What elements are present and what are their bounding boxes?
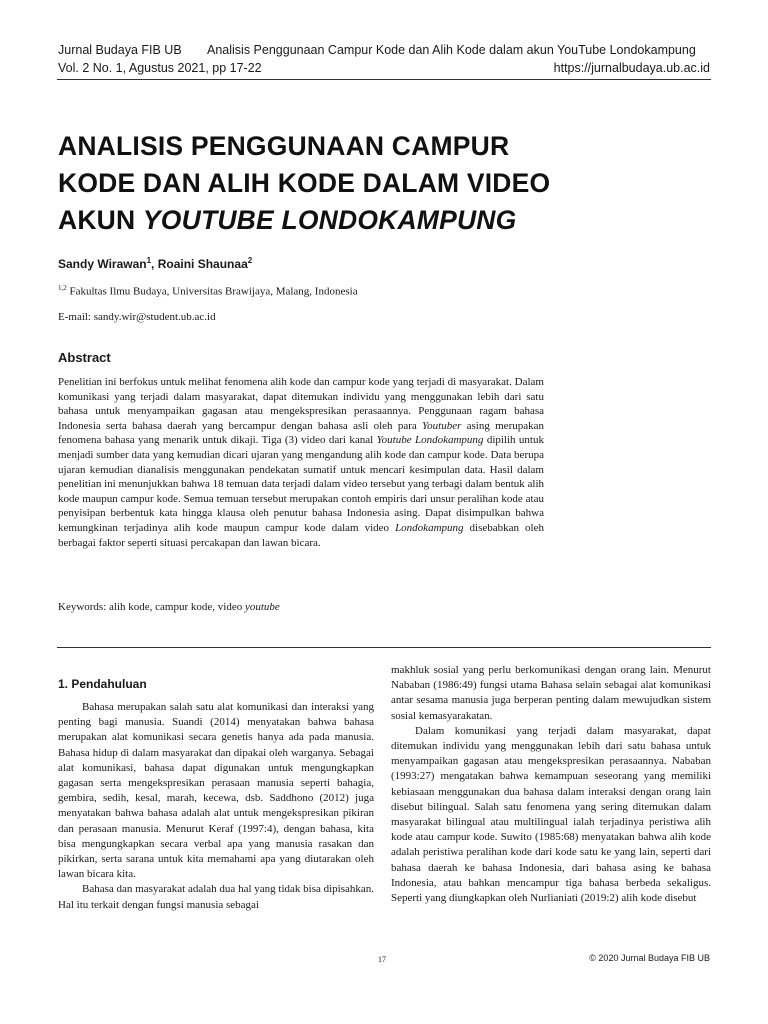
title-line-1: ANALISIS PENGGUNAAN CAMPUR: [58, 131, 510, 161]
abstract-divider: [57, 647, 711, 648]
left-column: [58, 700, 374, 913]
header-divider: [57, 79, 711, 80]
author-sep: ,: [151, 257, 158, 271]
keywords-label: Keywords: alih kode, campur kode, video: [58, 601, 245, 613]
left-paragraph-1: Bahasa merupakan salah satu alat komunikasi dan interaksi yang penting bagi manusia. Suandi (2014) menyatakan bahwa bahasa merupakan alat komunikasi secara genetis hanya ada pada manusia. Bahasa hidup di dalam masyarakat dan dipakai oleh warganya. Sebagai alat komunikasi, bahasa dapat digunakan untuk mengungkapkan gagasan serta mengekspresikan perasaan manusia seperti bahagia, gembira, sedih, kesal, marah, kecewa, dsb. Saddhono (2012) juga menyatakan bahwa bahasa adalah alat untuk mengekspresikan pikiran dan perasaan manusia. Menurut Keraf (1997:4), dengan bahasa, kita bisa mengungkapkan secara verbal apa yang manusia rasakan dan pikirkan, serta sarana untuk kita memahami apa yang diutarakan oleh lawan bicara kita.: [58, 701, 374, 881]
affiliation: [58, 284, 358, 298]
affiliation-sup: 1,2: [58, 284, 67, 292]
author-list: [58, 256, 252, 271]
abstract-text: [58, 375, 544, 550]
author-2-sup: 2: [247, 256, 253, 265]
title-line-3-italic: YOUTUBE LONDOKAMPUNG: [142, 205, 517, 235]
page-number: 17: [378, 955, 386, 964]
left-paragraph-2: Bahasa dan masyarakat adalah dua hal yang tidak bisa dipisahkan. Hal itu terkait dengan fungsi manusia sebagai: [58, 883, 375, 911]
paper-title: [58, 128, 678, 239]
right-column: [391, 663, 711, 906]
section-heading: 1. Pendahuluan: [58, 677, 147, 691]
abstract-heading: Abstract: [58, 350, 111, 365]
keywords-italic: youtube: [244, 601, 280, 613]
volume-info: Vol. 2 No. 1, Agustus 2021, pp 17-22: [58, 61, 262, 75]
author-1-sup: 1: [146, 256, 152, 265]
running-title: Analisis Penggunaan Campur Kode dan Alih Kode dalam akun YouTube Londokampung: [207, 43, 696, 57]
abstract-part-2: asing merupakan fenomena bahasa yang menarik untuk dikaji. Tiga (3) video dari kanal: [58, 419, 544, 447]
right-paragraph-1: makhluk sosial yang perlu berkomunikasi dengan orang lain. Menurut Nababan (1986:49) fungsi utama Bahasa selain sebagai alat komunikasi antar sesama manusia juga berperan penting dalam mewujudkan sistem sosial kemasyarakatan.: [391, 664, 711, 722]
title-line-3: [58, 202, 678, 239]
author-1: Sandy Wirawan: [58, 257, 147, 271]
abstract-italic-2: Youtube Londokampung: [376, 434, 484, 447]
abstract-part-3: dipilih untuk menjadi sumber data yang kemudian dicari ujaran yang mengandung alih kode dan campur kode. Data berupa ujaran kemudian dianalisis menggunakan pendekatan sumatif untuk mencari kesimpulan data. Hasil dalam penelitian ini menunjukkan bahwa 18 temuan data terjadi dalam video tersebut yang terbagi dalam bentuk alih kode maupun campur kode. Semua temuan tersebut merupakan contoh empiris dari unsur peralihan kode atau penyisipan berbentuk kata hingga klausa oleh penutur bahasa Indonesia asing. Dapat disimpulkan bahwa kemungkinan terjadinya alih kode maupun campur kode dalam video: [58, 434, 544, 534]
title-line-3-plain: AKUN: [58, 205, 143, 235]
abstract-italic-1: Youtuber: [422, 419, 462, 432]
right-paragraph-2: Dalam komunikasi yang terjadi dalam masyarakat, dapat ditemukan individu yang menggunakan lebih dari satu bahasa untuk menyampaikan gagasan atau mengekspresikan perasaannya. Nababan (1993:27) mengatakan bahwa kemampuan seseorang yang memiliki kebiasaan menggunakan dua bahasa dalam interaksi dengan orang lain disebut bilingual. Salah satu fenomena yang sering ditemukan dalam masyarakat bilingual atau multilingual ialah terjadinya peristiwa alih kode atau campur kode. Suwito (1985:68) menyatakan bahwa alih kode adalah peristiwa peralihan kode dari kode satu ke yang lain, seperti dari bahasa daerah ke bahasa Indonesia, dari bahasa asing ke bahasa Indonesia, atau bahkan mencampur tiga bahasa berbeda sekaligus. Seperti yang diungkapkan oleh Nurlianiati (2019:2) alih kode disebut: [391, 724, 711, 905]
abstract-part-4: disebabkan oleh berbagai faktor seperti situasi percakapan dan lawan bicara.: [58, 521, 544, 549]
journal-url[interactable]: https://jurnalbudaya.ub.ac.id: [553, 61, 710, 75]
affiliation-text: Fakultas Ilmu Budaya, Universitas Brawijaya, Malang, Indonesia: [66, 285, 358, 298]
keywords: [58, 601, 280, 613]
copyright: © 2020 Jurnal Budaya FIB UB: [589, 953, 710, 963]
author-email[interactable]: E-mail: sandy.wir@student.ub.ac.id: [58, 311, 216, 323]
abstract-part-1: Penelitian ini berfokus untuk melihat fenomena alih kode dan campur kode yang terjadi di masyarakat. Dalam komunikasi yang terjadi dalam masyarakat, dapat ditemukan individu yang menggunakan lebih dari satu bahasa untuk menyampaikan gagasan atau mengekspresikan perasaannya. Penggunaan ragam bahasa Indonesia serta bahasa daerah yang bercampur dengan bahasa asli oleh para: [58, 376, 544, 432]
abstract-italic-3: Londokampung: [395, 521, 464, 534]
title-line-2: KODE DAN ALIH KODE DALAM VIDEO: [58, 168, 551, 198]
journal-name: Jurnal Budaya FIB UB: [58, 43, 182, 57]
author-2: Roaini Shaunaa: [157, 257, 248, 271]
